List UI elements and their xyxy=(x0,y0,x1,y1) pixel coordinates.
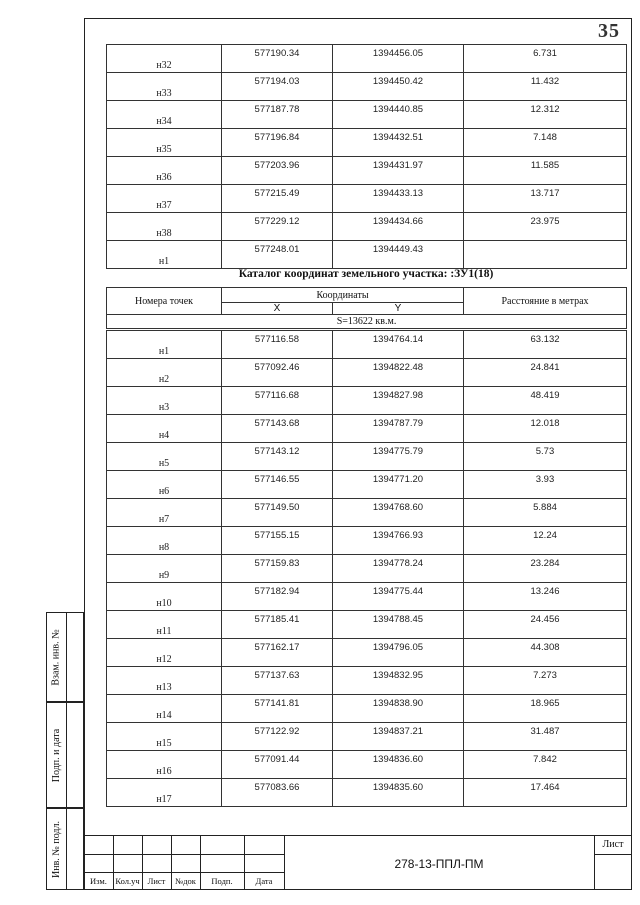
page-number: 35 xyxy=(598,20,620,42)
distance-value: 31.487 xyxy=(464,723,627,751)
point-number: н12 xyxy=(107,639,222,667)
x-coordinate: 577203.96 xyxy=(222,157,333,185)
x-coordinate: 577116.68 xyxy=(222,387,333,415)
table-row xyxy=(107,583,627,611)
distance-value: 23.284 xyxy=(464,555,627,583)
y-coordinate: 1394787.79 xyxy=(333,415,464,443)
point-number: н34 xyxy=(107,101,222,129)
point-number: н2 xyxy=(107,359,222,387)
point-number: н13 xyxy=(107,667,222,695)
table-row xyxy=(107,45,627,73)
catalog-title: Каталог координат земельного участка: :ЗУ1(18) xyxy=(238,268,494,280)
point-number: н1 xyxy=(107,241,222,269)
x-coordinate: 577091.44 xyxy=(222,751,333,779)
side-stamp-vzam xyxy=(46,612,84,702)
side-stamp-podp xyxy=(46,702,84,808)
point-number: н16 xyxy=(107,751,222,779)
table-row xyxy=(107,779,627,807)
x-coordinate: 577146.55 xyxy=(222,471,333,499)
point-number: н38 xyxy=(107,213,222,241)
table-row xyxy=(107,443,627,471)
y-coordinate: 1394788.45 xyxy=(333,611,464,639)
x-coordinate: 577229.12 xyxy=(222,213,333,241)
distance-value: 24.841 xyxy=(464,359,627,387)
x-coordinate: 577143.12 xyxy=(222,443,333,471)
x-coordinate: 577162.17 xyxy=(222,639,333,667)
y-coordinate: 1394832.95 xyxy=(333,667,464,695)
y-coordinate: 1394796.05 xyxy=(333,639,464,667)
distance-value: 7.273 xyxy=(464,667,627,695)
stamp-podp: Подп. xyxy=(211,876,233,886)
sheet-label: Лист xyxy=(602,839,624,850)
table-row xyxy=(107,185,627,213)
y-header: Y xyxy=(333,303,464,315)
y-coordinate: 1394440.85 xyxy=(333,101,464,129)
point-number: н11 xyxy=(107,611,222,639)
table-row xyxy=(107,695,627,723)
distance-value: 6.731 xyxy=(464,45,627,73)
stamp-ndok: №док xyxy=(175,876,196,886)
stamp-list: Лист xyxy=(147,876,166,886)
point-number: н37 xyxy=(107,185,222,213)
point-number: н3 xyxy=(107,387,222,415)
y-coordinate: 1394449.43 xyxy=(333,241,464,269)
table-row xyxy=(107,639,627,667)
y-coordinate: 1394434.66 xyxy=(333,213,464,241)
x-coordinate: 577187.78 xyxy=(222,101,333,129)
table-row xyxy=(107,611,627,639)
table-row xyxy=(107,359,627,387)
y-coordinate: 1394764.14 xyxy=(333,331,464,359)
table-row xyxy=(107,555,627,583)
distance-value: 44.308 xyxy=(464,639,627,667)
table-row xyxy=(107,751,627,779)
stamp-data: Дата xyxy=(255,876,273,886)
table-row xyxy=(107,157,627,185)
coordinates-table-main xyxy=(106,330,627,807)
coordinates-table-continuation xyxy=(106,44,627,269)
y-coordinate: 1394456.05 xyxy=(333,45,464,73)
table-row xyxy=(107,331,627,359)
y-coordinate: 1394431.97 xyxy=(333,157,464,185)
y-coordinate: 1394432.51 xyxy=(333,129,464,157)
side-stamp-inv xyxy=(46,808,84,890)
x-coordinate: 577248.01 xyxy=(222,241,333,269)
point-number: н17 xyxy=(107,779,222,807)
document-code: 278-13-ППЛ-ПМ xyxy=(394,857,484,871)
y-coordinate: 1394778.24 xyxy=(333,555,464,583)
y-coordinate: 1394433.13 xyxy=(333,185,464,213)
x-coordinate: 577116.58 xyxy=(222,331,333,359)
y-coordinate: 1394836.60 xyxy=(333,751,464,779)
point-number: н9 xyxy=(107,555,222,583)
point-number: н4 xyxy=(107,415,222,443)
distance-value: 12.018 xyxy=(464,415,627,443)
y-coordinate: 1394822.48 xyxy=(333,359,464,387)
y-coordinate: 1394771.20 xyxy=(333,471,464,499)
area-row: S=13622 кв.м. xyxy=(107,315,627,329)
y-coordinate: 1394766.93 xyxy=(333,527,464,555)
distance-value: 7.148 xyxy=(464,129,627,157)
distance-value: 48.419 xyxy=(464,387,627,415)
table-row xyxy=(107,241,627,269)
point-number: н33 xyxy=(107,73,222,101)
y-coordinate: 1394450.42 xyxy=(333,73,464,101)
point-number: н15 xyxy=(107,723,222,751)
table-row xyxy=(107,499,627,527)
distance-value: 24.456 xyxy=(464,611,627,639)
distance-value: 13.717 xyxy=(464,185,627,213)
distance-value: 11.585 xyxy=(464,157,627,185)
table-row xyxy=(107,723,627,751)
distance-value: 5.884 xyxy=(464,499,627,527)
point-number: н6 xyxy=(107,471,222,499)
distance-value: 3.93 xyxy=(464,471,627,499)
points-header: Номера точек xyxy=(107,288,222,315)
point-number: н1 xyxy=(107,331,222,359)
distance-value: 63.132 xyxy=(464,331,627,359)
distance-value: 17.464 xyxy=(464,779,627,807)
x-coordinate: 577137.63 xyxy=(222,667,333,695)
table-row xyxy=(107,415,627,443)
side-label-vzam: Взам. инв. № xyxy=(51,628,63,686)
distance-value: 23.975 xyxy=(464,213,627,241)
x-header: X xyxy=(222,303,333,315)
point-number: н10 xyxy=(107,583,222,611)
distance-value xyxy=(464,241,627,269)
table-row xyxy=(107,527,627,555)
distance-value: 11.432 xyxy=(464,73,627,101)
point-number: н5 xyxy=(107,443,222,471)
y-coordinate: 1394775.79 xyxy=(333,443,464,471)
distance-value: 7.842 xyxy=(464,751,627,779)
distance-header: Расстояние в метрах xyxy=(464,288,627,315)
x-coordinate: 577215.49 xyxy=(222,185,333,213)
y-coordinate: 1394775.44 xyxy=(333,583,464,611)
x-coordinate: 577190.34 xyxy=(222,45,333,73)
y-coordinate: 1394827.98 xyxy=(333,387,464,415)
x-coordinate: 577182.94 xyxy=(222,583,333,611)
side-label-podp-data: Подп. и дата xyxy=(51,728,62,782)
distance-value: 13.246 xyxy=(464,583,627,611)
x-coordinate: 577194.03 xyxy=(222,73,333,101)
x-coordinate: 577159.83 xyxy=(222,555,333,583)
table-row xyxy=(107,73,627,101)
x-coordinate: 577122.92 xyxy=(222,723,333,751)
x-coordinate: 577083.66 xyxy=(222,779,333,807)
catalog-header xyxy=(106,287,627,329)
y-coordinate: 1394838.90 xyxy=(333,695,464,723)
distance-value: 5.73 xyxy=(464,443,627,471)
table-row xyxy=(107,213,627,241)
table-row xyxy=(107,387,627,415)
x-coordinate: 577141.81 xyxy=(222,695,333,723)
coordinates-header: Координаты xyxy=(222,288,464,303)
x-coordinate: 577185.41 xyxy=(222,611,333,639)
y-coordinate: 1394835.60 xyxy=(333,779,464,807)
x-coordinate: 577155.15 xyxy=(222,527,333,555)
point-number: н8 xyxy=(107,527,222,555)
distance-value: 12.312 xyxy=(464,101,627,129)
point-number: н7 xyxy=(107,499,222,527)
stamp-izm: Изм. xyxy=(90,876,107,886)
stamp-kol-uch: Кол.уч xyxy=(115,876,140,886)
y-coordinate: 1394837.21 xyxy=(333,723,464,751)
point-number: н32 xyxy=(107,45,222,73)
point-number: н14 xyxy=(107,695,222,723)
y-coordinate: 1394768.60 xyxy=(333,499,464,527)
table-row xyxy=(107,101,627,129)
x-coordinate: 577196.84 xyxy=(222,129,333,157)
x-coordinate: 577149.50 xyxy=(222,499,333,527)
x-coordinate: 577143.68 xyxy=(222,415,333,443)
side-label-inv-podl: Инв. № подл. xyxy=(51,820,63,878)
title-block xyxy=(84,835,632,890)
x-coordinate: 577092.46 xyxy=(222,359,333,387)
distance-value: 12.24 xyxy=(464,527,627,555)
table-row xyxy=(107,667,627,695)
point-number: н36 xyxy=(107,157,222,185)
table-row xyxy=(107,471,627,499)
distance-value: 18.965 xyxy=(464,695,627,723)
point-number: н35 xyxy=(107,129,222,157)
table-row xyxy=(107,129,627,157)
